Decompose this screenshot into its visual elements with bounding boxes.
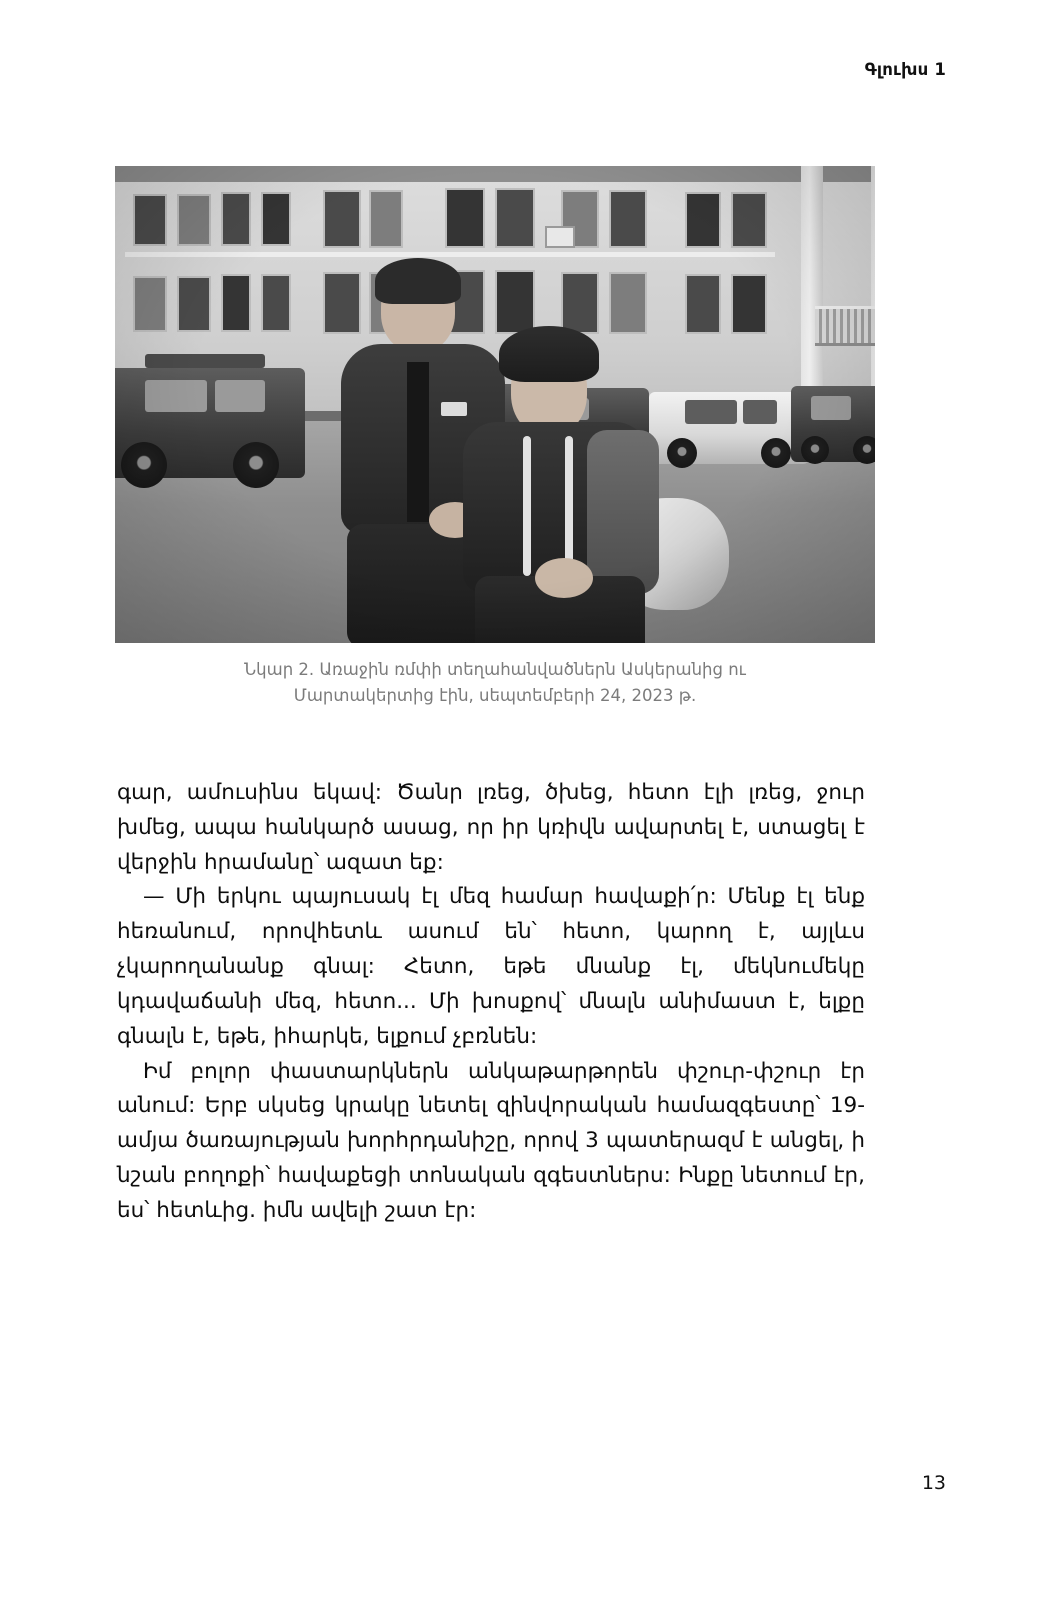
window	[221, 192, 251, 246]
facade-ledge	[125, 252, 775, 257]
air-conditioner	[545, 226, 575, 248]
roof-rack	[145, 354, 265, 368]
window	[445, 188, 485, 248]
roof-edge	[115, 166, 875, 182]
vehicle-dark-far-right	[791, 386, 875, 462]
figure-caption	[115, 657, 875, 708]
window	[323, 190, 361, 248]
robe-trim-right	[565, 436, 573, 576]
window	[261, 192, 291, 246]
person-elderly-woman	[459, 326, 669, 643]
jacket-zipper	[407, 362, 429, 522]
window	[609, 272, 647, 334]
hands	[535, 558, 593, 598]
robe-trim-left	[523, 436, 531, 576]
window	[221, 274, 251, 332]
window	[731, 274, 767, 334]
window	[731, 192, 767, 248]
window	[369, 190, 403, 248]
window	[177, 194, 211, 246]
balcony-railing	[815, 306, 875, 346]
page-number: 13	[921, 1472, 946, 1494]
window	[495, 188, 535, 248]
window	[133, 194, 167, 246]
figure-caption-line-1: Նկար 2. Առաջին ռմփի տեղահանվածներն Ասկերանից ու	[244, 660, 746, 679]
paragraph-3: Իմ բոլոր փաստարկներն անկաթարթորեն փշուր-փշուր էր անում: Երբ սկսեց կրակը նետել զինվորական համազգեստը՝ 19-ամյա ծառայության խորհրդանիշը, որով 3 պատերազմ է անցել, ի նշան բողոքի՝ հավաքեցի տոնական զգեստներս: Ինքը նետում էր, ես՝ հետևից. իմն ավելի շատ էր:	[117, 1058, 865, 1223]
knit-hat	[499, 326, 599, 382]
hair	[375, 258, 461, 304]
figure-block	[115, 166, 875, 708]
window	[685, 192, 721, 248]
vehicle-white-sedan	[649, 392, 809, 464]
window	[561, 272, 599, 334]
body-text	[117, 776, 865, 1229]
paragraph-2: — Մի երկու պայուսակ էլ մեզ համար հավաքի՛ր: Մենք էլ ենք հեռանում, որովհետև ասում են՝ հետո, կարող է, այլևս չկարողանանք գնալ: Հետո, եթե մնանք էլ, մեկնումեկը կդավաճանի մեզ, հետո... Մի խոսքով՝ մնալն անիմաստ է, ելքը գնալն է, եթե, իհարկե, ելքում չբռնեն:	[117, 884, 865, 1049]
window	[261, 274, 291, 332]
figure-photograph	[115, 166, 875, 643]
window	[609, 190, 647, 248]
window	[685, 274, 721, 334]
window	[133, 276, 167, 332]
column	[871, 166, 875, 416]
figure-caption-line-2: Մարտակերտից էին, սեպտեմբերի 24, 2023 թ.	[293, 685, 697, 705]
window	[177, 276, 211, 332]
paragraph-1: գար, ամուսինս եկավ: Ծանր լռեց, ծխեց, հետո էլի լռեց, ջուր խմեց, ապա հանկարծ ասաց, որ իր կռիվն ավարտել է, ստացել է վերջին հրամանը՝ ազատ եք:	[117, 780, 865, 875]
vehicle-suv-left	[115, 368, 305, 478]
wool-vest	[587, 430, 659, 594]
column	[801, 166, 823, 416]
photo-scene	[115, 166, 875, 643]
running-head: Գլուխս 1	[864, 60, 946, 79]
